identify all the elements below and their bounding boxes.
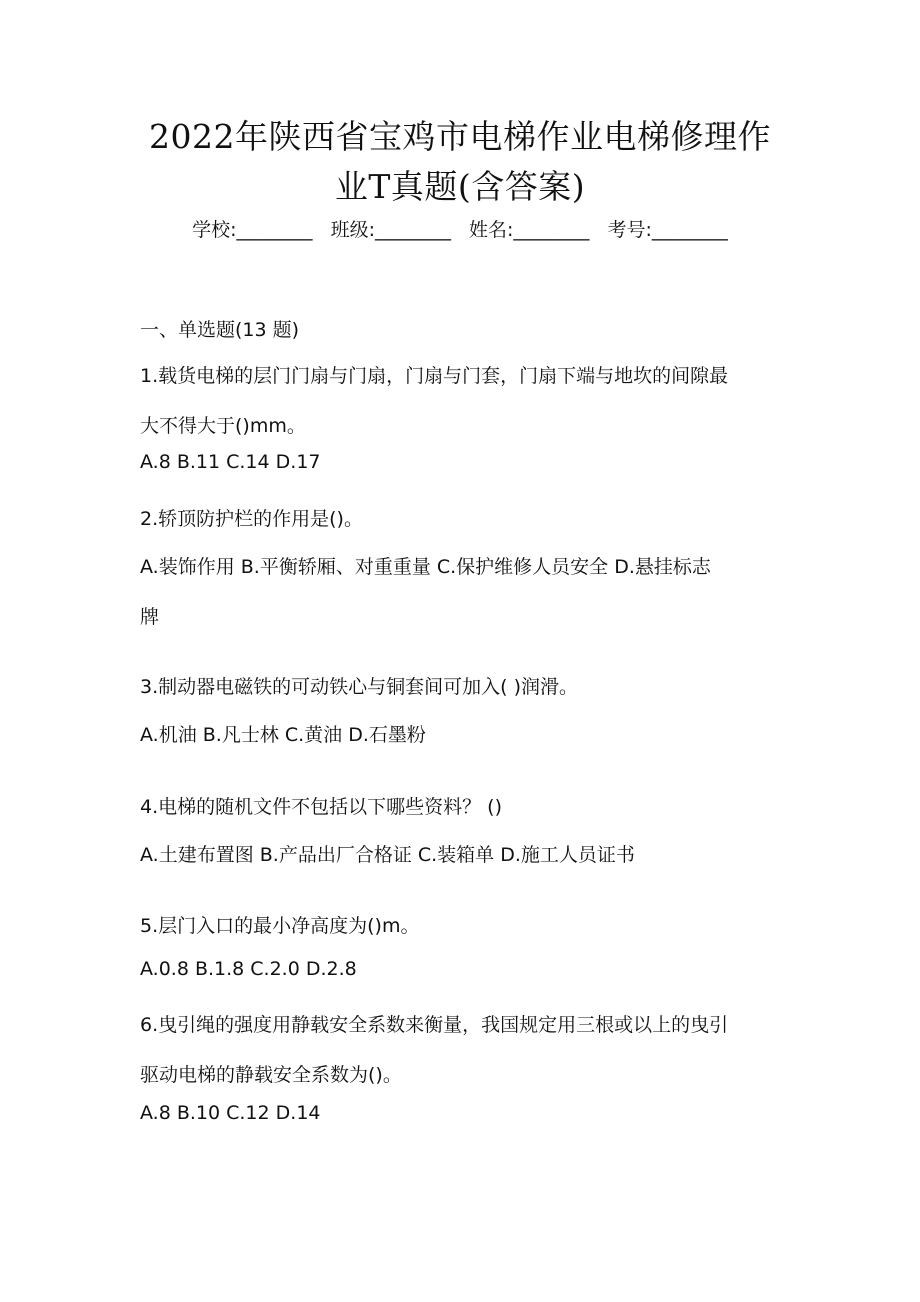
question-1-stem-line-2: 大不得大于()mm。 bbox=[140, 415, 306, 437]
class-field: 班级:________ bbox=[330, 219, 451, 241]
question-6-options: A.8 B.10 C.12 D.14 bbox=[140, 1102, 321, 1124]
question-2-options bbox=[140, 542, 790, 642]
exam-number-field: 考号:________ bbox=[607, 219, 728, 241]
question-3-stem: 3.制动器电磁铁的可动铁心与铜套间可加入( )润滑。 bbox=[140, 676, 578, 698]
title-line-1: 2022年陕西省宝鸡市电梯作业电梯修理作 bbox=[149, 117, 771, 156]
question-6-stem-line-1: 6.曳引绳的强度用静载安全系数来衡量，我国规定用三根或以上的曳引 bbox=[140, 1014, 729, 1036]
school-field: 学校:________ bbox=[192, 219, 313, 241]
question-1-stem-line-1: 1.载货电梯的层门门扇与门扇，门扇与门套，门扇下端与地坎的间隙最 bbox=[140, 365, 729, 387]
question-6-stem-line-2: 驱动电梯的静载安全系数为()。 bbox=[140, 1064, 402, 1086]
question-1-options: A.8 B.11 C.14 D.17 bbox=[140, 451, 321, 473]
student-info-row bbox=[0, 216, 920, 244]
question-2-options-line-1: A.装饰作用 B.平衡轿厢、对重重量 C.保护维修人员安全 D.悬挂标志 bbox=[140, 556, 711, 578]
question-3-options: A.机油 B.凡士林 C.黄油 D.石墨粉 bbox=[140, 724, 426, 746]
question-2-stem: 2.轿顶防护栏的作用是()。 bbox=[140, 508, 363, 530]
title-line-2: 业T真题(含答案) bbox=[334, 167, 586, 206]
document-title bbox=[100, 112, 820, 212]
name-field: 姓名:________ bbox=[469, 219, 590, 241]
section-heading: 一、单选题(13 题) bbox=[140, 319, 300, 341]
question-1-stem bbox=[140, 351, 790, 451]
question-4-stem: 4.电梯的随机文件不包括以下哪些资料？ () bbox=[140, 796, 502, 818]
question-6-stem bbox=[140, 1000, 790, 1100]
question-4-options: A.土建布置图 B.产品出厂合格证 C.装箱单 D.施工人员证书 bbox=[140, 844, 635, 866]
question-2-options-line-2: 牌 bbox=[140, 606, 160, 628]
question-5-options: A.0.8 B.1.8 C.2.0 D.2.8 bbox=[140, 958, 357, 980]
question-5-stem: 5.层门入口的最小净高度为()m。 bbox=[140, 915, 420, 937]
